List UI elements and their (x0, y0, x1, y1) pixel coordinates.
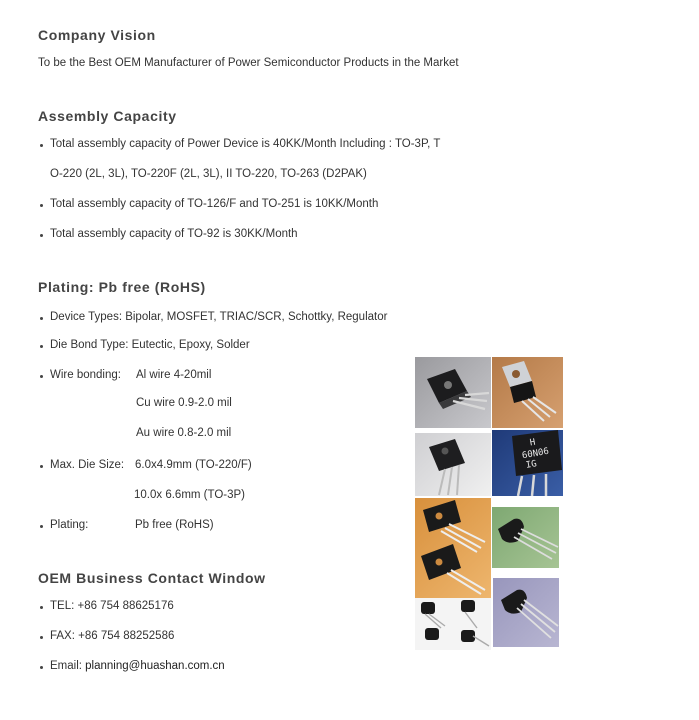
die-size-label: Max. Die Size: (50, 459, 125, 471)
to92-green-photo (492, 507, 559, 568)
email-row (50, 660, 225, 672)
bullet-icon (40, 666, 43, 669)
bullet-icon (40, 204, 43, 207)
assembly-line-2: Total assembly capacity of TO-126/F and TO-251 is 10KK/Month (50, 198, 379, 210)
email-link[interactable]: planning@huashan.com.cn (85, 660, 225, 672)
wire-al-value: Al wire 4-20mil (136, 369, 212, 381)
bullet-icon (40, 465, 43, 468)
device-types-text: Device Types: Bipolar, MOSFET, TRIAC/SCR, Schottky, Regulator (50, 311, 388, 323)
bullet-icon (40, 345, 43, 348)
bullet-icon (40, 606, 43, 609)
bullet-icon (40, 234, 43, 237)
assembly-capacity-heading: Assembly Capacity (38, 108, 177, 124)
plating-label: Plating: (50, 519, 89, 531)
assembly-line-1b: O-220 (2L, 3L), TO-220F (2L, 3L), II TO-220, TO-263 (D2PAK) (50, 168, 367, 180)
chip-marking-3: IG (525, 459, 538, 471)
to220-photo (492, 357, 563, 428)
die-size-value-1: 6.0x4.9mm (TO-220/F) (135, 459, 252, 471)
chip-marking-2: 60N06 (521, 446, 550, 462)
to220f-photo (415, 433, 491, 496)
wire-bonding-label: Wire bonding: (50, 369, 121, 381)
bullet-icon (40, 144, 43, 147)
die-size-value-2: 10.0x 6.6mm (TO-3P) (134, 489, 245, 501)
company-vision-text: To be the Best OEM Manufacturer of Power Semiconductor Products in the Market (38, 57, 459, 69)
to92-lavender-photo (493, 578, 559, 647)
tel-text: TEL: +86 754 88625176 (50, 600, 174, 612)
assembly-line-1a: Total assembly capacity of Power Device is 40KK/Month Including : TO-3P, T (50, 138, 441, 150)
bullet-icon (40, 636, 43, 639)
bullet-icon (40, 375, 43, 378)
bullet-icon (40, 525, 43, 528)
wire-au-value: Au wire 0.8-2.0 mil (136, 427, 232, 439)
contact-heading: OEM Business Contact Window (38, 570, 266, 586)
die-bond-text: Die Bond Type: Eutectic, Epoxy, Solder (50, 339, 250, 351)
assembly-line-3: Total assembly capacity of TO-92 is 30KK/Month (50, 228, 298, 240)
email-label: Email: (50, 660, 86, 672)
plating-value: Pb free (RoHS) (135, 519, 214, 531)
to3p-photo (415, 357, 491, 428)
company-vision-heading: Company Vision (38, 27, 156, 43)
to92-white-photo (415, 598, 491, 650)
chip-marking-1: H (529, 437, 537, 449)
plating-heading: Plating: Pb free (RoHS) (38, 279, 206, 295)
to220-marked-photo (492, 430, 563, 496)
wire-cu-value: Cu wire 0.9-2.0 mil (136, 397, 232, 409)
fax-text: FAX: +86 754 88252586 (50, 630, 175, 642)
to126-photo (415, 498, 491, 598)
bullet-icon (40, 317, 43, 320)
